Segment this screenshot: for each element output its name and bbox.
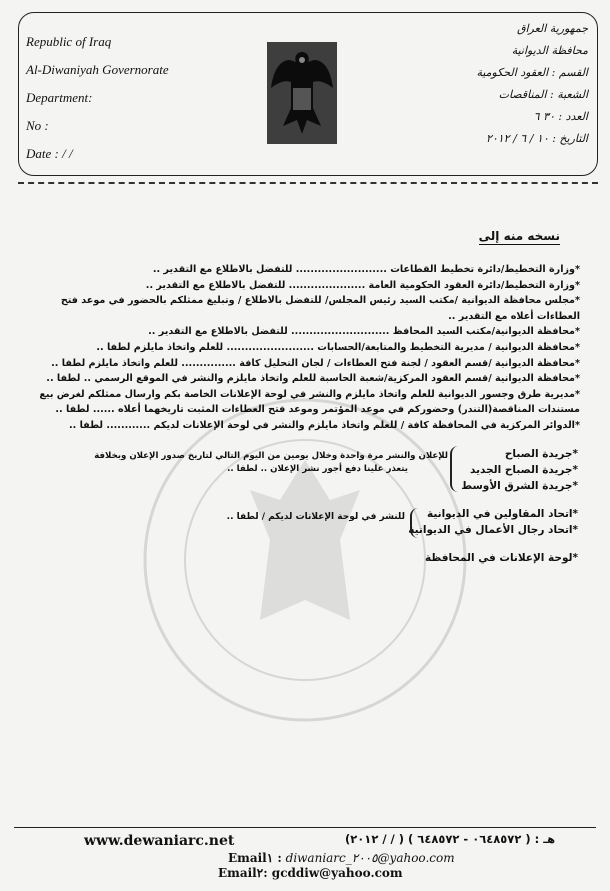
iraq-eagle-emblem [263,38,341,148]
unions-note: للنشر في لوحة الإعلانات لديكم / لطفا .. [226,512,405,522]
ads-board-item: *لوحة الإعلانات في المحافظة [425,552,578,564]
copies-title: نسخه منه إلى [478,229,560,243]
footer-email-2: Email٢: gcddiw@yahoo.com [218,866,403,880]
footer-date: ( / / ٢٠١٢) [345,832,405,846]
header-ar-section: الشعبة : المناقصات [498,88,588,101]
footer-divider [14,827,596,828]
header-date: Date : / / [26,146,73,161]
list-item: مستندات المناقصة(التندر) وحضوركم في موعد المؤتمر وموعد فتح العطاءات المثبت تاريخهما أعلاه ...... لطفا .. [55,404,580,416]
list-item: *محافظة الديوانية /قسم العقود / لجنة فتح العطاءات / لجان التحليل كافة ............... للعلم واتخاذ مايلزم لطفا .. [51,357,580,369]
header-number: No : [26,118,49,133]
footer-email-1 [228,851,455,865]
header-ar-number: العدد : ٣٠ ٦ [533,110,588,123]
newspaper-item: *جريدة الشرق الأوسط [461,480,578,492]
union-item: *اتحاد المقاولين في الديوانية [426,508,578,520]
list-item: *مديرية طرق وجسور الديوانية للعلم واتخاذ مايلزم والنشر في لوحة الإعلانات الخاصة بكم وارسال ممثلكم لغرض بيع [39,388,580,400]
newspapers-note-line: للإعلان والنشر مرة واحدة وخلال يومين من اليوم التالي لتاريخ صدور الإعلان وبخلافة [94,451,448,461]
header-department: Department: [26,90,93,105]
footer-email-1-value: diwaniarc_٢٠٠٥@yahoo.com [285,851,455,865]
list-item: *وزارة التخطيط/دائرة العقود الحكومية العامة ..................... للتفضل بالاطلاع مع التقدير .. [145,279,580,291]
header-divider [18,182,598,184]
unions-list [408,506,578,538]
footer-website: www.dewaniarc.net [84,833,235,849]
header-ar-governorate: محافظة الديوانية [511,44,588,57]
header-ar-department: القسم : العقود الحكومية [476,66,588,79]
newspapers-list [461,446,578,494]
newspaper-item: *جريدة الصباح [504,448,578,460]
list-item: *الدوائر المركزية في المحافظة كافة / للعلم واتخاذ مايلزم والنشر في لوحة الإعلانات لديكم ............ لطفا .. [68,419,580,431]
list-item: *محافظة الديوانية/مكتب السيد المحافظ ........................... للتفضل بالاطلاع مع التقدير .. [148,326,580,338]
list-item: *محافظة الديوانية /قسم العقود المركزية/شعبة الحاسبة للعلم واتخاذ مايلزم والنشر في الموقع الرسمي .. لطفا .. [46,373,580,385]
header-english [26,28,169,168]
list-item: *مجلس محافظة الديوانية /مكتب السيد رئيس المجلس/ للتفضل بالاطلاع / وتبليغ ممثلكم بالحضور في موعد فتح [60,295,580,307]
distribution-list [25,262,580,434]
header-ar-country: جمهورية العراق [516,22,588,35]
header-arabic [476,18,588,150]
newspapers-note-line: يتعذر علينا دفع أجور نشر الإعلان .. لطفا .. [227,464,408,474]
footer-phone-number: هـ : ( ٠٦٤٨٥٧٢ - ٦٤٨٥٧٢ ) [408,832,556,846]
unions-brace [410,508,420,538]
list-item: العطاءات أعلاه مع التقدير .. [448,310,580,322]
newspaper-item: *جريدة الصباح الجديد [470,464,578,476]
header-country: Republic of Iraq [26,34,112,49]
footer-email-1-label: Email١ : [228,851,282,865]
header-governorate: Al-Diwaniyah Governorate [26,62,169,77]
newspapers-note [94,450,448,476]
newspapers-brace [450,446,460,492]
list-item: *وزارة التخطيط/دائرة تخطيط القطاعات ......................... للتفضل بالاطلاع مع التقدير .. [152,264,580,275]
list-item: *محافظة الديوانية / مديرية التخطيط والمتابعة/الحسابات ........................ للعلم واتخاذ مايلزم لطفا .. [96,341,580,353]
footer-phone [345,832,555,846]
union-item: *اتحاد رجال الأعمال في الديوانية [408,524,578,536]
header-ar-date: التاريخ : ١٠ / ٦ / ٢٠١٢ [485,132,588,145]
